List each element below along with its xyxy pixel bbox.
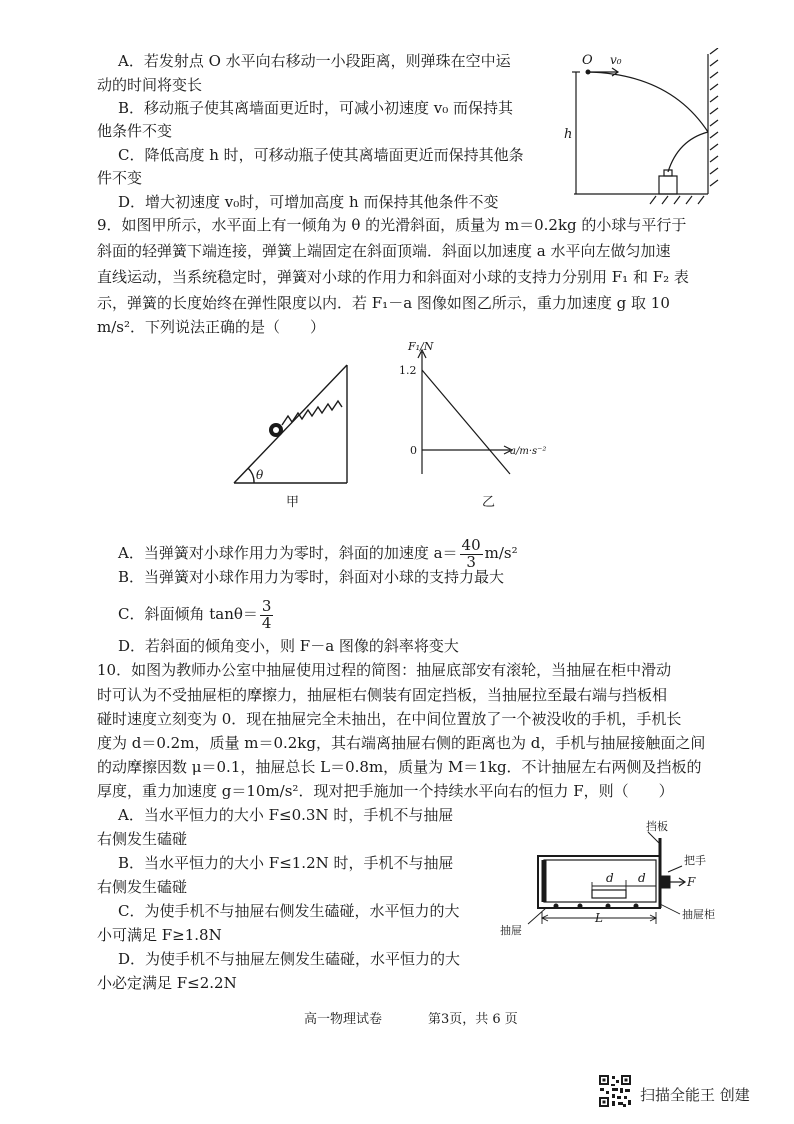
q8-option-d: D．增大初速度 v₀时，可增加高度 h 而保持其他条件不变	[118, 193, 499, 211]
q9-caption-jia: 甲	[286, 495, 300, 510]
q10-stem-line4: 度为 d＝0.2m，质量 m＝0.2kg，其右端离抽屉右侧的距离也为 d，手机与抽屉接触面之间	[97, 734, 706, 752]
scanner-watermark-text: 扫描全能王 创建	[640, 1086, 750, 1104]
q8-option-b-line2: 他条件不变	[97, 122, 173, 140]
q10-label-d1: d	[606, 871, 614, 885]
q10-option-d-line2: 小必定满足 F≤2.2N	[97, 974, 237, 992]
q9-stem-line1: 9．如图甲所示，水平面上有一倾角为 θ 的光滑斜面，质量为 m＝0.2kg 的小球与平行于	[97, 216, 687, 234]
q10-label-force: F	[687, 875, 696, 889]
q9-option-a-text: A．当弹簧对小球作用力为零时，斜面的加速度 a＝	[118, 544, 458, 562]
q8-label-h: h	[564, 127, 573, 142]
q10-option-b-line1: B．当水平恒力的大小 F≤1.2N 时，手机不与抽屉	[118, 854, 454, 872]
q10-label-handle: 把手	[684, 854, 706, 867]
q10-stem-line3: 碰时速度立刻变为 0．现在抽屉完全未抽出，在中间位置放了一个被没收的手机，手机长	[97, 710, 682, 728]
q9-caption-yi: 乙	[482, 495, 496, 510]
q9-theta-label: θ	[256, 468, 264, 482]
q9-option-a	[118, 533, 518, 573]
q9-option-c-denominator: 4	[261, 613, 272, 632]
q9-incline-figure	[226, 360, 366, 510]
q10-option-d-line1: D．为使手机不与抽屉左侧发生磕碰，水平恒力的大	[118, 950, 461, 968]
q9-graph-origin: 0	[410, 444, 417, 457]
q9-graph-xlabel: a/m·s⁻²	[510, 446, 547, 457]
q8-option-c-line1: C．降低高度 h 时，可移动瓶子使其离墙面更近而保持其他条	[118, 146, 524, 164]
q8-option-c-line2: 件不变	[97, 169, 143, 187]
q9-stem-line3: 直线运动，当系统稳定时，弹簧对小球的作用力和斜面对小球的支持力分别用 F₁ 和 F₂ 表	[97, 268, 689, 286]
q9-option-c-numerator: 3	[261, 596, 272, 615]
q9-option-a-numerator: 40	[461, 535, 481, 554]
q9-option-b: B．当弹簧对小球作用力为零时，斜面对小球的支持力最大	[118, 568, 505, 586]
q9-option-c-fraction	[260, 596, 274, 632]
q10-option-b-line2: 右侧发生磕碰	[97, 878, 188, 896]
q8-label-o: O	[582, 53, 593, 68]
q9-stem-line5: m/s²．下列说法正确的是（ ）	[97, 318, 325, 336]
q8-option-a-line2: 动的时间将变长	[97, 76, 203, 94]
footer-page-number: 第3页，共 6 页	[428, 1012, 518, 1027]
q9-graph-ytick: 1.2	[399, 364, 417, 377]
q10-label-drawer: 抽屉	[500, 924, 522, 937]
q9-graph-ylabel: F₁/N	[408, 340, 434, 353]
q8-option-a-line1: A．若发射点 O 水平向右移动一小段距离，则弹珠在空中运	[118, 52, 511, 70]
q10-option-c-line2: 小可满足 F≥1.8N	[97, 926, 222, 944]
q9-stem-line2: 斜面的轻弹簧下端连接，弹簧上端固定在斜面顶端．斜面以加速度 a 水平向左做匀加速	[97, 242, 671, 260]
q9-option-a-unit: m/s²	[484, 544, 518, 562]
q9-option-c	[118, 594, 275, 634]
q9-option-d: D．若斜面的倾角变小，则 F－a 图像的斜率将变大	[118, 637, 459, 655]
q9-stem-line4: 示，弹簧的长度始终在弹性限度以内．若 F₁－a 图像如图乙所示，重力加速度 g 取 10	[97, 294, 670, 312]
q10-option-c-line1: C．为使手机不与抽屉右侧发生磕碰，水平恒力的大	[118, 902, 460, 920]
q10-drawer-figure	[498, 818, 738, 942]
q10-option-a-line1: A．当水平恒力的大小 F≤0.3N 时，手机不与抽屉	[118, 806, 454, 824]
q10-label-d2: d	[638, 871, 646, 885]
q9-option-c-text: C．斜面倾角 tanθ＝	[118, 605, 258, 623]
q9-option-a-fraction	[460, 535, 483, 571]
qr-code-icon	[598, 1074, 632, 1108]
q10-label-cabinet: 抽屉柜	[682, 908, 715, 921]
q8-projectile-figure	[560, 48, 740, 208]
q10-option-a-line2: 右侧发生磕碰	[97, 830, 188, 848]
q8-option-b-line1: B．移动瓶子使其离墙面更近时，可减小初速度 v₀ 而保持其	[118, 99, 514, 117]
q10-stem-line2: 时可认为不受抽屉柜的摩擦力，抽屉柜右侧装有固定挡板，当抽屉拉至最右端与挡板相	[97, 686, 668, 704]
q10-stem-line6: 厚度，重力加速度 g＝10m/s²．现对把手施加一个持续水平向右的恒力 F，则（ ）	[97, 782, 674, 800]
q9-option-a-denominator: 3	[466, 552, 476, 571]
q9-graph-figure	[398, 336, 588, 510]
footer-exam-title: 高一物理试卷	[304, 1012, 383, 1027]
q8-label-v0: v₀	[610, 53, 622, 67]
q10-label-baffle: 挡板	[646, 820, 668, 833]
q10-stem-line1: 10．如图为教师办公室中抽屉使用过程的简图：抽屉底部安有滚轮，当抽屉在柜中滑动	[97, 661, 672, 679]
q10-stem-line5: 的动摩擦因数 μ＝0.1，抽屉总长 L＝0.8m，质量为 M＝1kg．不计抽屉左右两侧及挡板的	[97, 758, 702, 776]
q10-label-length: L	[595, 911, 603, 925]
